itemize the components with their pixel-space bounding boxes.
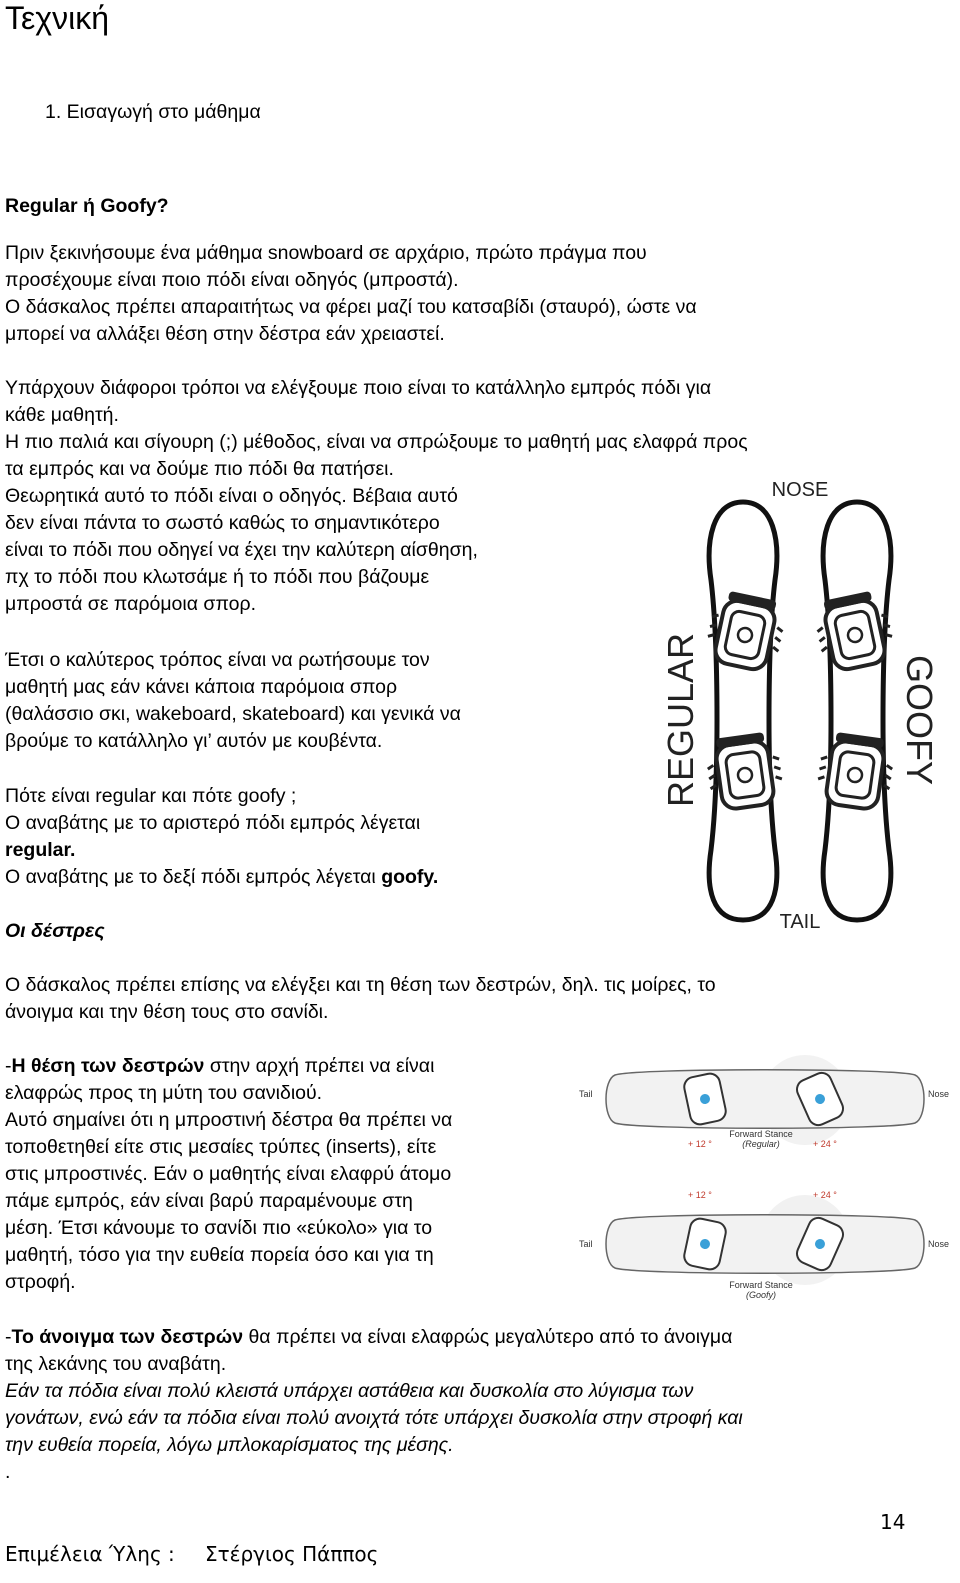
text-line: Έτσι ο καλύτερος τρόπος είναι να ρωτήσουμε τον bbox=[5, 649, 430, 671]
text-line: είναι το πόδι που οδηγεί να έχει την καλύτερη αίσθηση, bbox=[5, 539, 478, 561]
text-line: τα εμπρός και να δούμε πιο πόδι θα πατήσει. bbox=[5, 458, 394, 480]
text-line: μπορεί να αλλάξει θέση στην δέστρα εάν χρειαστεί. bbox=[5, 323, 445, 345]
text-line bbox=[5, 864, 438, 891]
nose-label: NOSE bbox=[771, 479, 829, 501]
regular-goofy-definition bbox=[5, 783, 438, 891]
text-span-bold: Το άνοιγμα των δεστρών bbox=[11, 1326, 244, 1348]
subheading-bindings: Οι δέστρες bbox=[5, 920, 105, 942]
text-span-bold: goofy. bbox=[381, 866, 439, 888]
page-title: Τεχνική bbox=[5, 0, 109, 36]
angle-label: + 24 ° bbox=[813, 1190, 837, 1200]
goofy-stance-board bbox=[579, 1190, 949, 1300]
regular-snowboard bbox=[703, 502, 788, 920]
text-line: στροφή. bbox=[5, 1271, 76, 1293]
text-line: Θεωρητικά αυτό το πόδι είναι ο οδηγός. Βέβαια αυτό bbox=[5, 485, 458, 507]
text-line: μπροστά σε παρόμοια σπορ. bbox=[5, 593, 256, 615]
text-line: μαθητή, τόσο για την ευθεία πορεία όσο και για τη bbox=[5, 1244, 434, 1266]
stance-label: Forward Stance bbox=[729, 1280, 793, 1290]
forward-stance-figure bbox=[575, 1040, 950, 1310]
tail-label: Tail bbox=[579, 1089, 593, 1099]
goofy-snowboard bbox=[811, 502, 896, 920]
text-line: . bbox=[5, 1461, 11, 1483]
text-span: θα πρέπει να είναι ελαφρώς μεγαλύτερο από το άνοιγμα bbox=[243, 1326, 733, 1348]
angle-label: + 12 ° bbox=[688, 1190, 712, 1200]
regular-label: REGULAR bbox=[660, 632, 701, 808]
binding-width-paragraph bbox=[5, 1324, 743, 1486]
text-line: Αυτό σημαίνει ότι η μπροστινή δέστρα θα πρέπει να bbox=[5, 1109, 453, 1131]
stance-type-label: (Regular) bbox=[742, 1139, 780, 1149]
text-line-italic: γονάτων, ενώ εάν τα πόδια είναι πολύ ανοιχτά τότε υπάρχει δυσκολία στην στροφή και bbox=[5, 1407, 743, 1429]
best-method-paragraph bbox=[5, 647, 461, 755]
text-line: Ο δάσκαλος πρέπει επίσης να ελέγξει και τη θέση των δεστρών, δηλ. τις μοίρες, το bbox=[5, 974, 716, 996]
text-line-italic: Εάν τα πόδια είναι πολύ κλειστά υπάρχει αστάθεια και δυσκολία στο λύγισμα των bbox=[5, 1380, 694, 1402]
text-line: προσέχουμε είναι ποιο πόδι είναι οδηγός (μπροστά). bbox=[5, 269, 459, 291]
section-heading: 1. Εισαγωγή στο μάθημα bbox=[45, 101, 261, 123]
text-span: - bbox=[5, 1055, 12, 1077]
text-span-bold: Η θέση των δεστρών bbox=[11, 1055, 205, 1077]
methods-paragraph bbox=[5, 375, 748, 618]
text-line: ελαφρώς προς τη μύτη του σανιδιού. bbox=[5, 1082, 323, 1104]
text-line bbox=[5, 1053, 452, 1080]
text-line: Πριν ξεκινήσουμε ένα μάθημα snowboard σε αρχάριο, πρώτο πράγμα που bbox=[5, 242, 647, 264]
nose-label: Nose bbox=[928, 1239, 950, 1249]
page-number: 14 bbox=[880, 1510, 906, 1534]
text-line: κάθε μαθητή. bbox=[5, 404, 119, 426]
text-line: (θαλάσσιο σκι, wakeboard, skateboard) και γενικά να bbox=[5, 703, 461, 725]
bindings-intro-paragraph bbox=[5, 972, 716, 1026]
text-line: Η πιο παλιά και σίγουρη (;) μέθοδος, είναι να σπρώξουμε το μαθητή μας ελαφρά προς bbox=[5, 431, 748, 453]
text-line: πάμε εμπρός, εάν είναι βαρύ παραμένουμε στη bbox=[5, 1190, 413, 1212]
text-line: Υπάρχουν διάφοροι τρόποι να ελέγξουμε ποιο είναι το κατάλληλο εμπρός πόδι για bbox=[5, 377, 712, 399]
regular-goofy-figure bbox=[655, 470, 950, 940]
text-line: μέση. Έτσι κάνουμε το σανίδι πιο «εύκολο» για το bbox=[5, 1217, 433, 1239]
text-line-bold: regular. bbox=[5, 839, 76, 861]
text-line: της λεκάνης του αναβάτη. bbox=[5, 1353, 227, 1375]
text-line-italic: την ευθεία πορεία, λόγω μπλοκαρίσματος της μέσης. bbox=[5, 1434, 454, 1456]
text-span: στην αρχή πρέπει να είναι bbox=[204, 1055, 435, 1077]
intro-paragraph bbox=[5, 240, 697, 348]
text-line: μαθητή μας εάν κάνει κάποια παρόμοια σπορ bbox=[5, 676, 398, 698]
stance-label: Forward Stance bbox=[729, 1129, 793, 1139]
text-line: άνοιγμα και την θέση τους στο σανίδι. bbox=[5, 1001, 329, 1023]
text-line: τοποθετηθεί είτε στις μεσαίες τρύπες (inserts), είτε bbox=[5, 1136, 437, 1158]
tail-label: TAIL bbox=[779, 911, 821, 933]
nose-label: Nose bbox=[928, 1089, 950, 1099]
text-line: δεν είναι πάντα το σωστό καθώς το σημαντικότερο bbox=[5, 512, 440, 534]
binding-position-paragraph bbox=[5, 1053, 452, 1296]
text-span: - bbox=[5, 1326, 12, 1348]
angle-label: + 12 ° bbox=[688, 1139, 712, 1149]
regular-stance-board bbox=[579, 1070, 949, 1149]
text-line: στις μπροστινές. Εάν ο μαθητής είναι ελαφρύ άτομο bbox=[5, 1163, 452, 1185]
text-span: Ο αναβάτης με το δεξί πόδι εμπρός λέγεται bbox=[5, 866, 382, 888]
text-line: Πότε είναι regular και πότε goofy ; bbox=[5, 785, 297, 807]
subheading-regular-goofy: Regular ή Goofy? bbox=[5, 195, 169, 217]
text-line bbox=[5, 1324, 743, 1351]
text-line: βρούμε το κατάλληλο γι’ αυτόν με κουβέντα. bbox=[5, 730, 383, 752]
text-line: Ο δάσκαλος πρέπει απαραιτήτως να φέρει μαζί του κατσαβίδι (σταυρό), ώστε να bbox=[5, 296, 697, 318]
text-line: πχ το πόδι που κλωτσάμε ή το πόδι που βάζουμε bbox=[5, 566, 430, 588]
angle-label: + 24 ° bbox=[813, 1139, 837, 1149]
stance-type-label: (Goofy) bbox=[745, 1290, 777, 1300]
footer-editor-label: Επιμέλεια Ύλης : bbox=[5, 1542, 175, 1566]
text-line: Ο αναβάτης με το αριστερό πόδι εμπρός λέγεται bbox=[5, 812, 421, 834]
goofy-label: GOOFY bbox=[899, 654, 940, 786]
tail-label: Tail bbox=[579, 1239, 593, 1249]
footer-editor-name: Στέργιος Πάππος bbox=[205, 1542, 379, 1566]
